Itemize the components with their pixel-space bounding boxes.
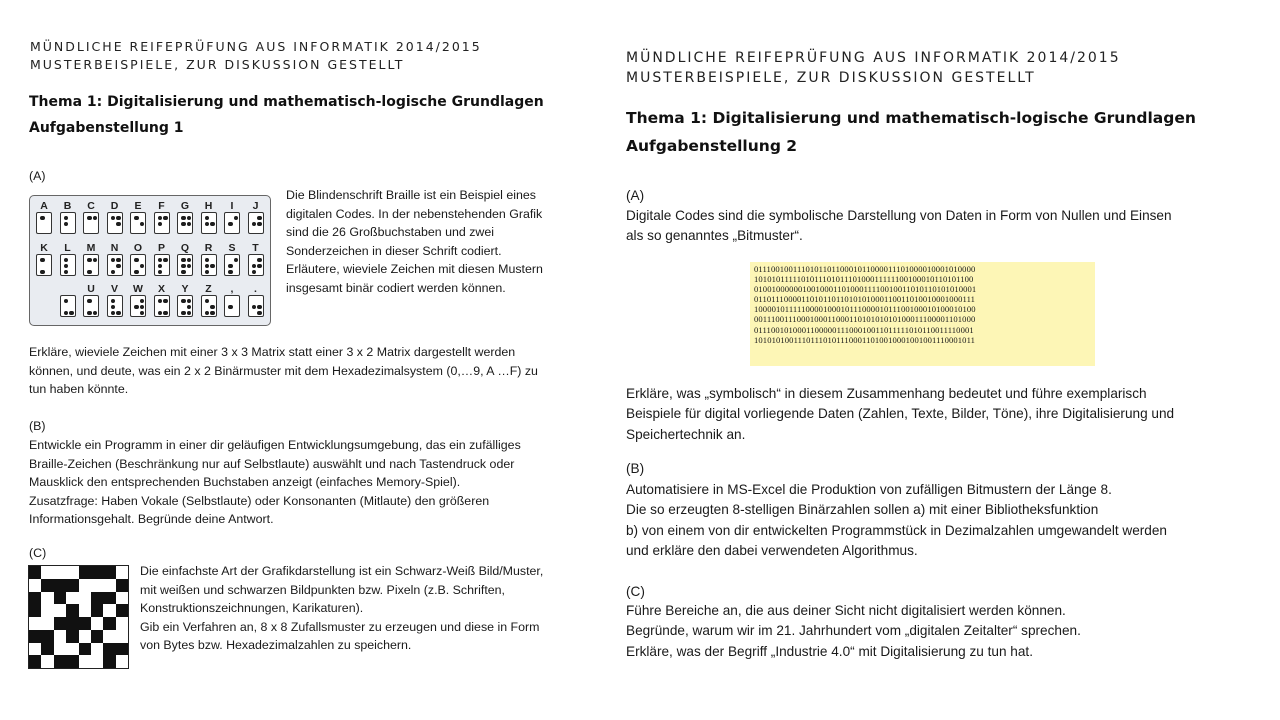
braille-dot (111, 258, 116, 263)
braille-dot (163, 311, 168, 316)
braille-dot (111, 299, 116, 304)
pixel (79, 566, 92, 579)
braille-dot (93, 311, 98, 316)
section-c-text (140, 562, 543, 655)
braille-dot (93, 258, 98, 263)
pixel (79, 630, 92, 643)
bit-row: 011011100001101011011010101000110011010010001000111 (754, 294, 976, 305)
braille-dot (205, 311, 210, 316)
braille-dot (116, 311, 121, 316)
braille-letter: F (158, 200, 165, 212)
braille-dot (257, 258, 262, 263)
pixel (66, 643, 79, 656)
braille-dot (158, 258, 163, 263)
braille-cell (107, 295, 123, 317)
braille-dot (205, 299, 210, 304)
pixel (54, 630, 67, 643)
header-line-2: MUSTERBEISPIELE, ZUR DISKUSSION GESTELLT (626, 70, 1036, 86)
braille-cell (248, 295, 264, 317)
braille-cell (177, 212, 193, 234)
braille-dot (158, 264, 163, 269)
text-line: tun haben könnte. (29, 382, 129, 397)
text-line: b) von einem von dir entwickelten Programmstück in Dezimalzahlen umgewandelt werden (626, 522, 1167, 538)
section-b-text (626, 480, 1167, 562)
section-a-label: (A) (626, 188, 645, 203)
section-a-label: (A) (29, 169, 46, 183)
braille-letter: A (40, 200, 48, 212)
braille-dot (111, 270, 116, 275)
bit-row: 010010000001001000110100011110010011010110101010001 (754, 284, 977, 295)
header-line-1: MÜNDLICHE REIFEPRÜFUNG AUS INFORMATIK 2014/2015 (30, 39, 482, 54)
braille-cell (60, 212, 76, 234)
braille-dot (64, 270, 69, 275)
braille-dot (116, 258, 121, 263)
braille-letter: B (63, 200, 72, 212)
text-line: können, und deute, was ein 2 x 2 Binärmuster mit dem Hexadezimalsystem (0,…9, A …F) zu (29, 363, 538, 378)
braille-dot (116, 264, 121, 269)
braille-dot (69, 311, 74, 316)
section-b-label: (B) (29, 419, 46, 433)
braille-dot (181, 258, 186, 263)
braille-letter: M (86, 242, 96, 254)
braille-dot (64, 264, 69, 269)
braille-dot (210, 222, 215, 227)
braille-dot (134, 270, 139, 275)
braille-dot (257, 311, 262, 316)
braille-cell (130, 295, 146, 317)
pixel (29, 604, 42, 617)
braille-dot (187, 216, 192, 221)
pixel (116, 643, 129, 656)
pixel (54, 566, 67, 579)
text-line: Die Blindenschrift Braille ist ein Beispiel eines (286, 188, 536, 202)
pixel (103, 655, 116, 668)
pixel (29, 655, 42, 668)
braille-dot (93, 216, 98, 221)
braille-dot (187, 299, 192, 304)
braille-cell (201, 212, 217, 234)
pixel (79, 592, 92, 605)
braille-letter: S (228, 242, 236, 254)
braille-dot (257, 222, 262, 227)
braille-letter: Y (181, 283, 189, 295)
braille-dot (234, 216, 239, 221)
braille-letter: H (204, 200, 213, 212)
exam-header (626, 50, 1121, 86)
braille-dot (116, 222, 121, 227)
pixel (54, 579, 67, 592)
pixel (91, 630, 104, 643)
pixel (79, 655, 92, 668)
text-line: sind die 26 Großbuchstaben und zwei (286, 225, 495, 240)
pixel (103, 579, 116, 592)
pixel (66, 655, 79, 668)
text-line: Erkläre, was der Begriff „Industrie 4.0“ mit Digitalisierung zu tun hat. (626, 643, 1033, 659)
pixel (103, 617, 116, 630)
braille-description (286, 186, 543, 298)
braille-letter: W (133, 283, 143, 295)
bit-row: 101010111110101110101110100011111100100010110101100 (754, 274, 974, 285)
braille-letter: N (110, 242, 119, 254)
braille-dot (158, 270, 163, 275)
text-line: und erkläre den dabei verwendeten Algorithmus. (626, 543, 918, 559)
braille-dot (140, 222, 145, 227)
section-b-label: (B) (626, 461, 645, 476)
pixel (41, 592, 54, 605)
pixel (41, 617, 54, 630)
braille-cell (177, 295, 193, 317)
braille-dot (181, 264, 186, 269)
braille-dot (257, 216, 262, 221)
pixel (116, 566, 129, 579)
braille-dot (205, 264, 210, 269)
pixel (116, 630, 129, 643)
braille-dot (87, 216, 92, 221)
pixel (41, 566, 54, 579)
braille-dot (158, 222, 163, 227)
braille-cell (154, 212, 170, 234)
braille-dot (140, 264, 145, 269)
braille-letter: , (230, 283, 234, 295)
text-line: Zusatzfrage: Haben Vokale (Selbstlaute) oder Konsonanten (Mitlaute) den größeren (29, 493, 490, 508)
bit-row: 011100101000110000011100010011011111010110011110001 (754, 324, 974, 335)
braille-letter: . (254, 283, 257, 295)
pixel (116, 579, 129, 592)
braille-cell (83, 295, 99, 317)
section-c-text (626, 601, 1081, 662)
text-line: Informationsgehalt. Begründe deine Antwort. (29, 512, 274, 527)
braille-dot (40, 270, 45, 275)
text-line: mit weißen und schwarzen Bildpunkten bzw. Pixeln (z.B. Schriften, (140, 582, 506, 597)
braille-cell (177, 254, 193, 276)
braille-dot (40, 216, 45, 221)
braille-cell (248, 212, 264, 234)
braille-dot (228, 222, 233, 227)
braille-letter: K (40, 242, 48, 254)
braille-cell (36, 212, 52, 234)
pixel (91, 617, 104, 630)
pixel (29, 592, 42, 605)
braille-cell (224, 212, 240, 234)
braille-cell (224, 295, 240, 317)
braille-letter: C (87, 200, 95, 212)
pixel (103, 592, 116, 605)
pixel (66, 592, 79, 605)
pixel (116, 592, 129, 605)
braille-cell (107, 254, 123, 276)
text-line: Gib ein Verfahren an, 8 x 8 Zufallsmuster zu erzeugen und diese in Form (140, 619, 540, 634)
pixel (103, 604, 116, 617)
braille-letter: G (180, 200, 190, 212)
braille-dot (205, 216, 210, 221)
text-line: Erläutere, wieviele Zeichen mit diesen Mustern (286, 262, 543, 277)
braille-dot (64, 299, 69, 304)
section-a-question (626, 384, 1174, 445)
pixel (41, 604, 54, 617)
braille-dot (111, 216, 116, 221)
braille-dot (187, 311, 192, 316)
braille-dot (140, 311, 145, 316)
pixel (66, 604, 79, 617)
pixel (116, 655, 129, 668)
pixel (41, 630, 54, 643)
section-c-label: (C) (29, 546, 47, 560)
braille-letter: L (64, 242, 71, 254)
braille-dot (257, 305, 262, 310)
braille-dot (87, 270, 92, 275)
braille-dot (140, 299, 145, 304)
text-line: Braille-Zeichen (Beschränkung nur auf Selbstlaute) auswählt und nach Tastendruck oder (29, 456, 515, 471)
pixel (91, 643, 104, 656)
braille-dot (64, 311, 69, 316)
header-line-1: MÜNDLICHE REIFEPRÜFUNG AUS INFORMATIK 2014/2015 (626, 50, 1121, 66)
pixel (54, 643, 67, 656)
braille-letter: V (110, 283, 118, 295)
braille-letter: X (157, 283, 165, 295)
section-b-text (29, 436, 521, 529)
braille-dot (163, 216, 168, 221)
pixel (29, 630, 42, 643)
braille-dot (228, 264, 233, 269)
braille-dot (205, 270, 210, 275)
braille-dot (252, 264, 257, 269)
pixel (29, 566, 42, 579)
braille-letter: P (157, 242, 165, 254)
braille-cell (60, 254, 76, 276)
text-line: Begründe, warum wir im 21. Jahrhundert vom „digitalen Zeitalter“ sprechen. (626, 623, 1081, 639)
pixel (103, 643, 116, 656)
braille-dot (205, 258, 210, 263)
section-c-label: (C) (626, 584, 645, 599)
braille-cell (154, 295, 170, 317)
pixel (41, 655, 54, 668)
braille-letter: R (204, 242, 213, 254)
braille-cell (201, 295, 217, 317)
text-line: Erkläre, wieviele Zeichen mit einer 3 x 3 Matrix statt einer 3 x 2 Matrix dargestellt werden (29, 345, 516, 359)
bitmuster-image (750, 262, 1095, 366)
pixel (116, 604, 129, 617)
braille-dot (187, 222, 192, 227)
braille-dot (181, 311, 186, 316)
braille-dot (163, 258, 168, 263)
pixel (91, 655, 104, 668)
braille-letter: I (230, 200, 234, 212)
pixel (41, 579, 54, 592)
braille-alphabet-figure (29, 195, 271, 326)
bit-row: 011100100111010110110001011000011101000010001010000 (754, 264, 976, 274)
pixel (29, 579, 42, 592)
braille-dot (187, 305, 192, 310)
pixel-pattern-figure (28, 565, 129, 669)
pixel (116, 617, 129, 630)
braille-dot (140, 305, 145, 310)
pixel (54, 617, 67, 630)
braille-cell (83, 254, 99, 276)
pixel (79, 604, 92, 617)
pixel (54, 655, 67, 668)
pixel (91, 604, 104, 617)
pixel (91, 592, 104, 605)
braille-cell (154, 254, 170, 276)
text-line: Speichertechnik an. (626, 426, 746, 442)
braille-dot (234, 258, 239, 263)
braille-dot (257, 264, 262, 269)
aufgabe-title: Aufgabenstellung 1 (29, 120, 184, 136)
aufgabe-title: Aufgabenstellung 2 (626, 137, 798, 155)
pixel (79, 643, 92, 656)
pixel (54, 604, 67, 617)
braille-dot (181, 299, 186, 304)
braille-cell (130, 212, 146, 234)
braille-dot (181, 270, 186, 275)
text-line: Entwickle ein Programm in einer dir geläufigen Entwicklungsumgebung, das ein zufälliges (29, 438, 521, 452)
pixel (41, 643, 54, 656)
braille-dot (181, 222, 186, 227)
braille-dot (40, 258, 45, 263)
braille-dot (252, 222, 257, 227)
braille-cell (224, 254, 240, 276)
braille-dot (64, 258, 69, 263)
pixel (103, 566, 116, 579)
section-a-text (626, 206, 1172, 247)
braille-letter: U (87, 283, 95, 295)
header-line-2: MUSTERBEISPIELE, ZUR DISKUSSION GESTELLT (30, 57, 405, 72)
section-a-question (29, 343, 538, 399)
text-line: digitalen Codes. In der nebenstehenden Grafik (286, 206, 543, 221)
braille-dot (116, 216, 121, 221)
braille-dot (210, 311, 215, 316)
text-line: Automatisiere in MS-Excel die Produktion von zufälligen Bitmustern der Länge 8. (626, 482, 1112, 497)
text-line: Mausklick den entsprechenden Buchstaben anzeigt (einfaches Memory-Spiel). (29, 475, 461, 490)
text-line: Digitale Codes sind die symbolische Darstellung von Daten in Form von Nullen und Einsen (626, 208, 1172, 223)
braille-cell (201, 254, 217, 276)
braille-dot (187, 258, 192, 263)
braille-dot (210, 305, 215, 310)
exam-header (30, 39, 482, 72)
braille-dot (134, 216, 139, 221)
text-line: Beispiele für digital vorliegende Daten (Zahlen, Texte, Bilder, Töne), ihre Digitalisierung und (626, 406, 1175, 422)
braille-dot (205, 222, 210, 227)
braille-letter: O (133, 242, 143, 254)
text-line: insgesamt binär codiert werden können. (286, 280, 506, 295)
pixel (29, 643, 42, 656)
braille-letter: J (252, 200, 259, 212)
braille-dot (181, 216, 186, 221)
braille-dot (252, 305, 257, 310)
braille-dot (187, 264, 192, 269)
text-line: Die so erzeugten 8-stelligen Binärzahlen sollen a) mit einer Bibliotheksfunktion (626, 502, 1099, 518)
pixel (66, 579, 79, 592)
braille-dot (87, 299, 92, 304)
pixel (29, 617, 42, 630)
braille-cell (107, 212, 123, 234)
pixel (79, 617, 92, 630)
braille-dot (252, 270, 257, 275)
thema-title: Thema 1: Digitalisierung und mathematisch-logische Grundlagen (29, 94, 544, 110)
braille-dot (64, 222, 69, 227)
text-line: Konstruktionszeichnungen, Karikaturen). (140, 601, 364, 616)
braille-dot (87, 311, 92, 316)
pixel (66, 566, 79, 579)
braille-dot (228, 305, 233, 310)
braille-letter: T (252, 242, 259, 254)
pixel (103, 630, 116, 643)
text-line: Erkläre, was „symbolisch“ in diesem Zusammenhang bedeutet und führe exemplarisch (626, 386, 1147, 401)
braille-letter: D (110, 200, 119, 212)
braille-dot (87, 258, 92, 263)
pixel (79, 579, 92, 592)
pixel (54, 592, 67, 605)
braille-dot (228, 270, 233, 275)
slide-aufgabe-2 (600, 0, 1280, 720)
braille-dot (158, 311, 163, 316)
braille-letter: E (134, 200, 142, 212)
braille-dot (64, 216, 69, 221)
braille-cell (60, 295, 76, 317)
bit-row: 101010100111011101011100011010010001001001110001011 (754, 334, 976, 345)
bit-row: 001110011100010001100011010101010100011100001101000 (754, 314, 976, 325)
pixel (66, 617, 79, 630)
slide-aufgabe-1 (0, 0, 600, 720)
braille-dot (134, 258, 139, 263)
text-line: als so genanntes „Bitmuster“. (626, 228, 803, 244)
text-line: Die einfachste Art der Grafikdarstellung ist ein Schwarz-Weiß Bild/Muster, (140, 564, 544, 578)
braille-cell (36, 254, 52, 276)
braille-letter: Z (205, 283, 212, 295)
braille-cell (130, 254, 146, 276)
braille-dot (111, 305, 116, 310)
text-line: Sonderzeichen in dieser Schrift codiert. (286, 243, 502, 258)
bit-row: 100001011111000010001011100001011100100010100010100 (754, 304, 976, 315)
braille-dot (158, 216, 163, 221)
braille-dot (163, 299, 168, 304)
braille-cell (248, 254, 264, 276)
braille-dot (210, 264, 215, 269)
pixel (91, 566, 104, 579)
text-line: Führe Bereiche an, die aus deiner Sicht nicht digitalisiert werden können. (626, 603, 1066, 618)
thema-title: Thema 1: Digitalisierung und mathematisch-logische Grundlagen (626, 109, 1196, 127)
braille-cell (83, 212, 99, 234)
braille-dot (111, 311, 116, 316)
braille-letter: Q (180, 242, 190, 254)
pixel (91, 579, 104, 592)
pixel (66, 630, 79, 643)
braille-dot (134, 305, 139, 310)
text-line: von Bytes bzw. Hexadezimalzahlen zu speichern. (140, 638, 412, 653)
braille-dot (158, 299, 163, 304)
